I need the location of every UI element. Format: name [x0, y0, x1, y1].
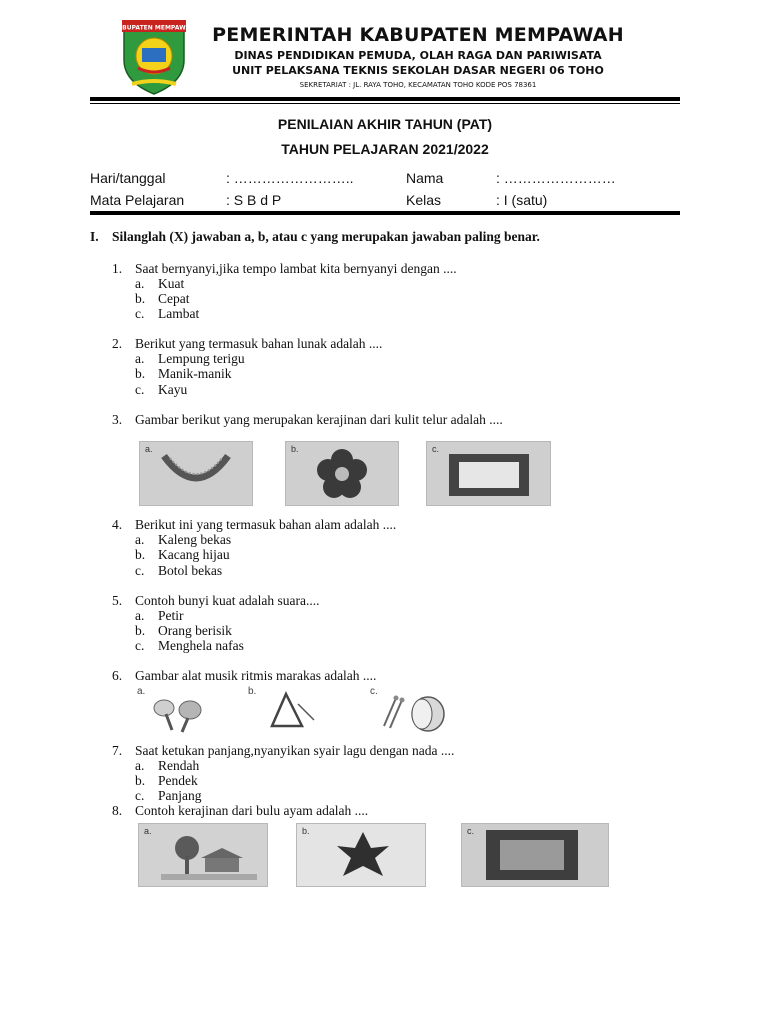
flower-icon [316, 448, 368, 500]
question-4: 4. Berikut ini yang termasuk bahan alam adalah .... [112, 517, 397, 532]
eggshell-frame-image[interactable]: c. [426, 441, 551, 506]
department-name: DINAS PENDIDIKAN PEMUDA, OLAH RAGA DAN PARIWISATA [234, 49, 602, 62]
school-name: UNIT PELAKSANA TEKNIS SEKOLAH DASAR NEGERI 06 TOHO [232, 64, 604, 77]
option-7a[interactable]: a. Rendah [135, 758, 200, 773]
option-7c[interactable]: c. Panjang [135, 788, 202, 803]
feather-frame-image[interactable]: c. [461, 823, 609, 887]
eggshell-flower-image[interactable]: b. [285, 441, 399, 506]
school-year: TAHUN PELAJARAN 2021/2022 [281, 141, 489, 157]
eggshell-necklace-image[interactable]: a. [139, 441, 253, 506]
drum-icon [378, 690, 450, 734]
maracas-image[interactable]: a. [120, 686, 216, 736]
subject-value: : S B d P [226, 192, 282, 208]
option-1a[interactable]: a. Kuat [135, 276, 185, 291]
option-5b[interactable]: b. Orang berisik [135, 623, 232, 638]
feather-flower-image[interactable]: b. [296, 823, 426, 887]
option-4b[interactable]: b. Kacang hijau [135, 547, 230, 562]
drum-image[interactable]: c. [360, 686, 456, 736]
exam-title: PENILAIAN AKHIR TAHUN (PAT) [277, 116, 493, 132]
feather-flower-icon [335, 828, 391, 882]
agency-name: PEMERINTAH KABUPATEN MEMPAWAH [212, 24, 624, 46]
class-label: Kelas [406, 192, 442, 208]
option-7b[interactable]: b. Pendek [135, 773, 198, 788]
section-number: I. [90, 229, 99, 244]
option-5c[interactable]: c. Menghela nafas [135, 638, 244, 653]
question-7: 7. Saat ketukan panjang,nyanyikan syair lagu dengan nada .... [112, 743, 455, 758]
option-2c[interactable]: c. Kayu [135, 382, 188, 397]
name-field[interactable]: : …………………… [496, 170, 616, 186]
question-8: 8. Contoh kerajinan dari bulu ayam adalah .... [112, 803, 369, 818]
question-3: 3. Gambar berikut yang merupakan kerajinan dari kulit telur adalah .... [112, 412, 503, 427]
class-value: : I (satu) [496, 192, 548, 208]
option-2a[interactable]: a. Lempung terigu [135, 351, 245, 366]
section-instruction [90, 229, 540, 245]
option-1c[interactable]: c. Lambat [135, 306, 200, 321]
picture-frame-icon [447, 452, 531, 498]
info-divider [90, 211, 680, 215]
option-4c[interactable]: c. Botol bekas [135, 563, 223, 578]
option-1b[interactable]: b. Cepat [135, 291, 190, 306]
header-divider [90, 97, 680, 101]
question-5: 5. Contoh bunyi kuat adalah suara.... [112, 593, 320, 608]
option-5a[interactable]: a. Petir [135, 608, 184, 623]
instruction-text: Silanglah (X) jawaban a, b, atau c yang merupakan jawaban paling benar. [112, 229, 540, 244]
feather-landscape-image[interactable]: a. [138, 823, 268, 887]
regency-logo-icon [112, 16, 196, 96]
question-6: 6. Gambar alat musik ritmis marakas adalah .... [112, 668, 377, 683]
question-1: 1. Saat bernyanyi,jika tempo lambat kita bernyanyi dengan .... [112, 261, 457, 276]
maracas-icon [148, 694, 212, 734]
option-2b[interactable]: b. Manik-manik [135, 366, 232, 381]
triangle-instrument-image[interactable]: b. [240, 686, 336, 736]
triangle-icon [268, 690, 318, 732]
name-label: Nama [406, 170, 444, 186]
date-label: Hari/tanggal [90, 170, 166, 186]
school-address: SEKRETARIAT : JL. RAYA TOHO, KECAMATAN TOHO KODE POS 78361 [299, 81, 537, 89]
question-2: 2. Berikut yang termasuk bahan lunak adalah .... [112, 336, 383, 351]
date-field[interactable]: : …………………….. [226, 170, 354, 186]
header-divider-thin [90, 103, 680, 104]
svg-text:KABUPATEN MEMPAWAH: KABUPATEN MEMPAWAH [112, 24, 196, 32]
subject-label: Mata Pelajaran [90, 192, 185, 208]
feather-frame-icon [484, 828, 580, 882]
necklace-icon [160, 450, 232, 495]
option-4a[interactable]: a. Kaleng bekas [135, 532, 232, 547]
landscape-icon [161, 830, 257, 882]
